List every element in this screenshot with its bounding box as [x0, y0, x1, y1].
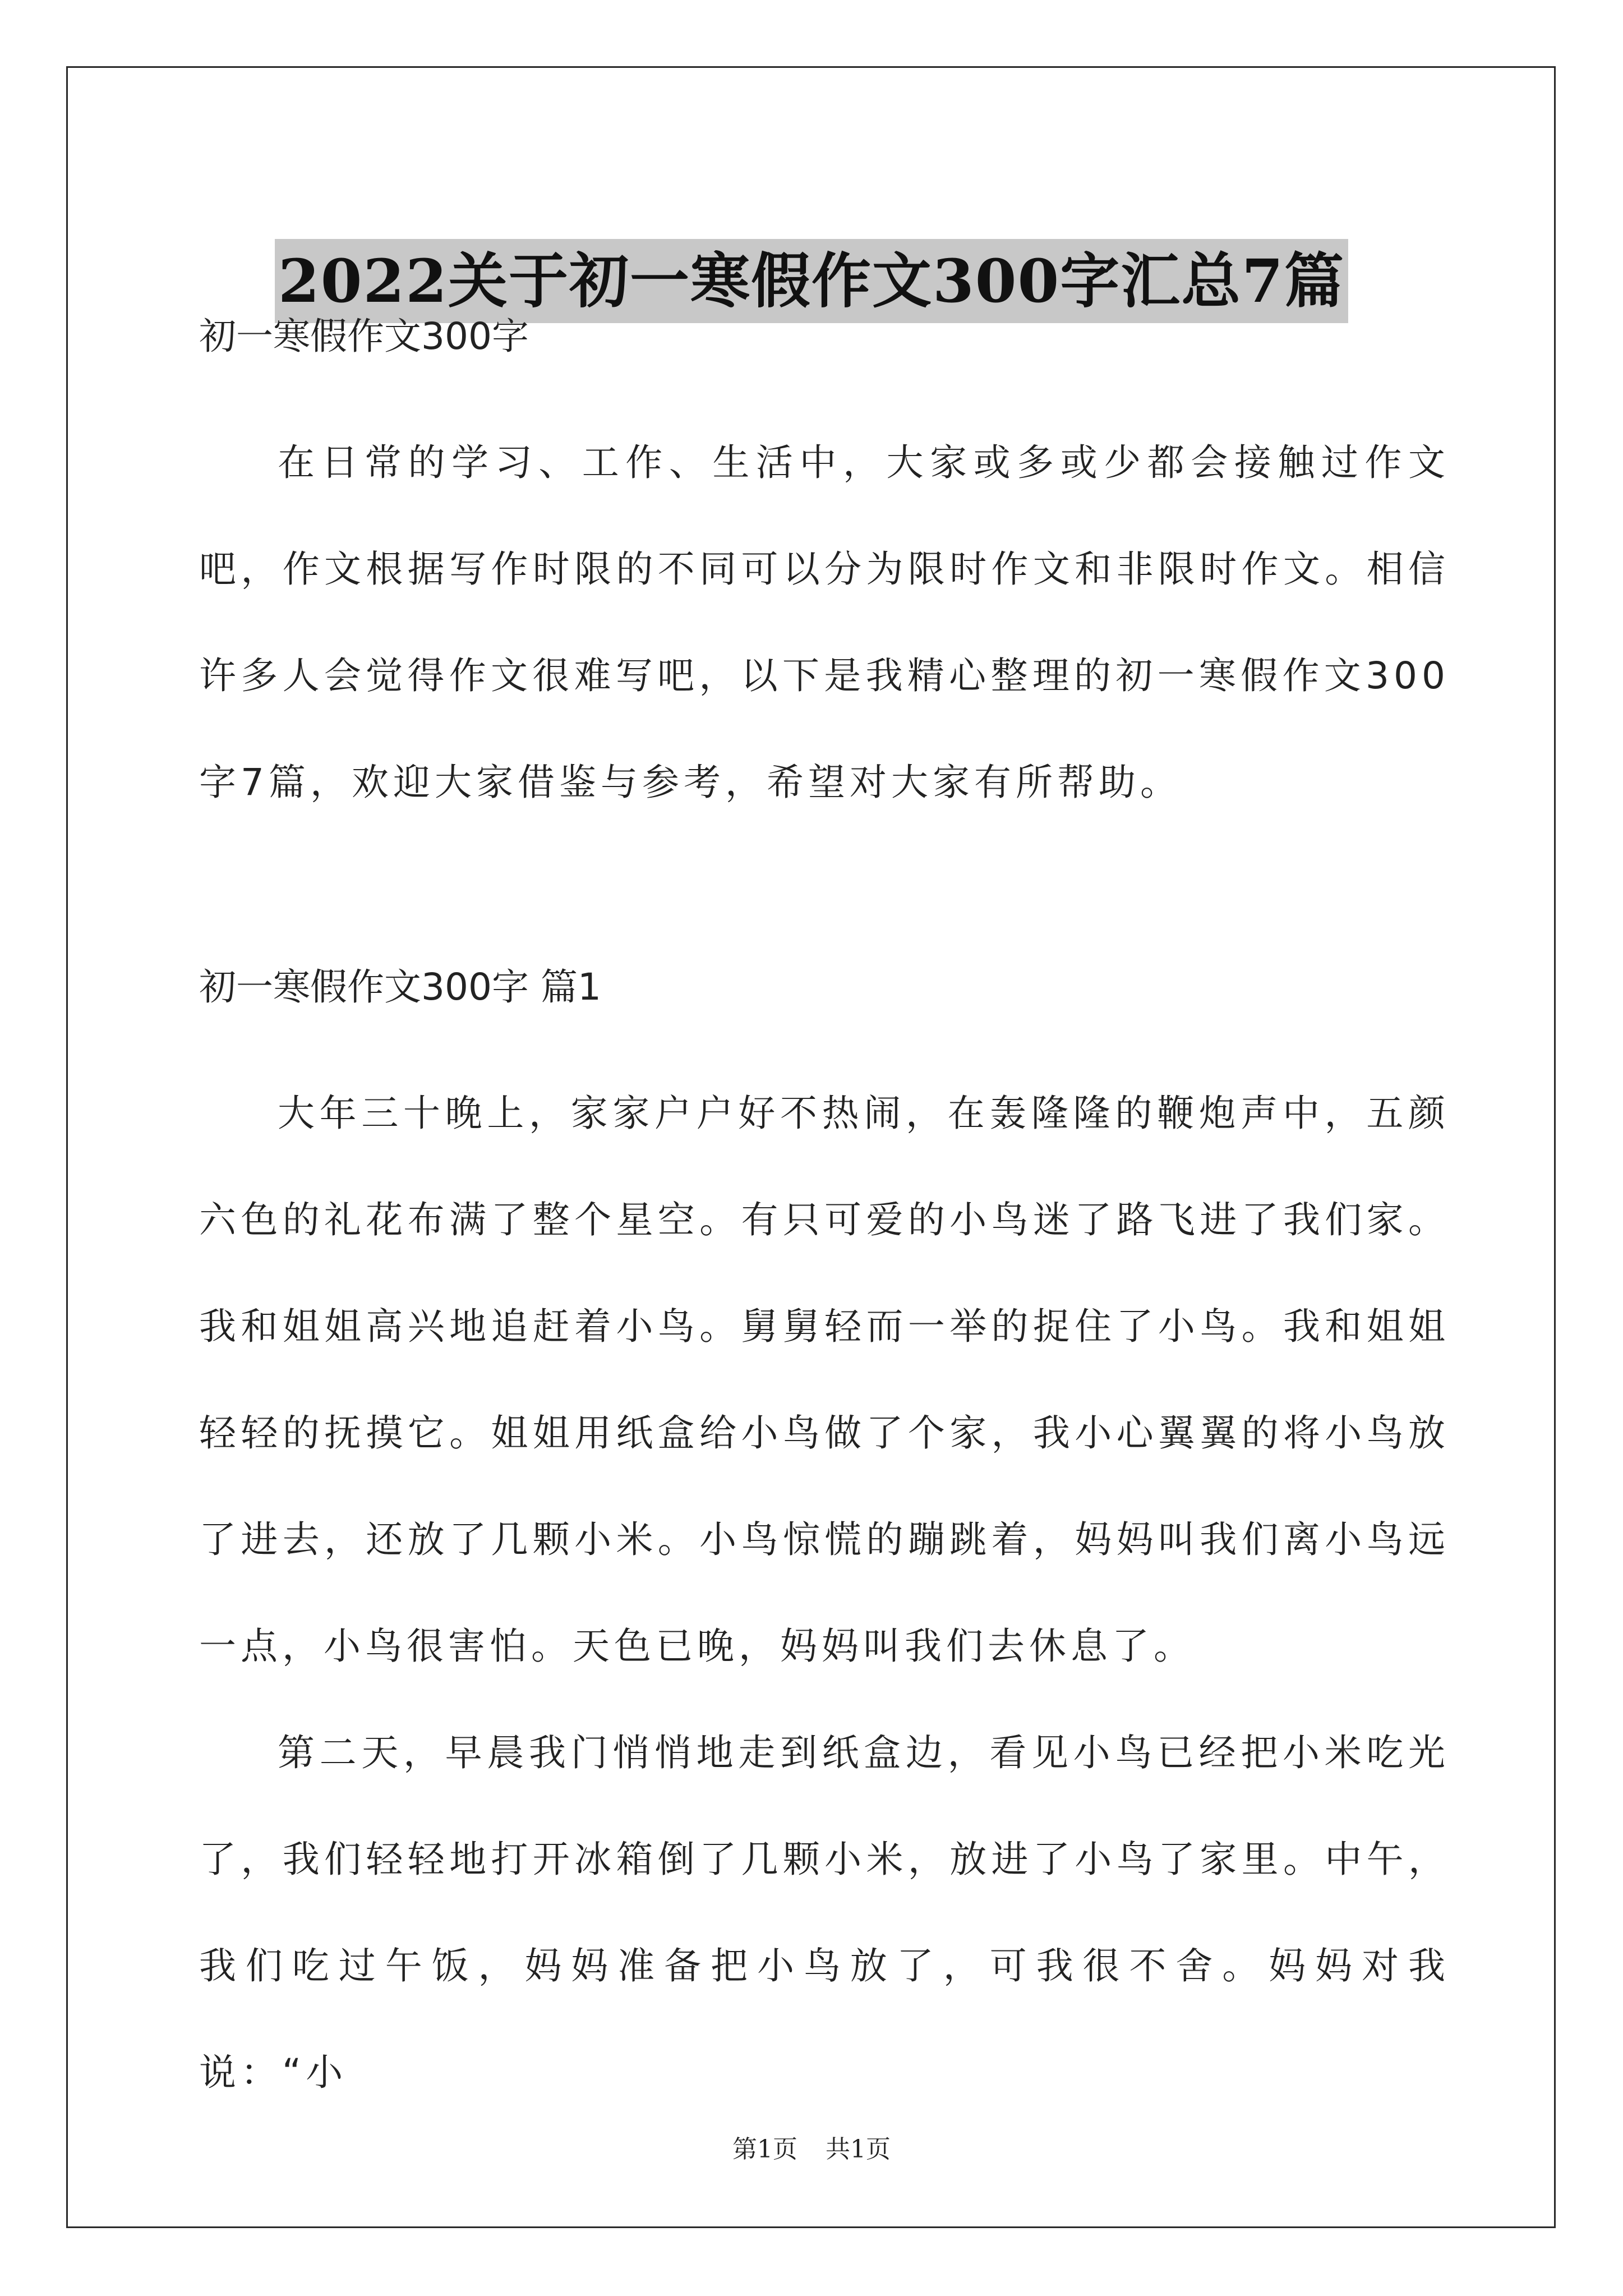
spacer [199, 359, 1450, 409]
section1-paragraph-2: 第二天，早晨我门悄悄地走到纸盒边，看见小鸟已经把小米吃光了，我们轻轻地打开冰箱倒了几颗小米，放进了小鸟了家里。中午，我们吃过午饭，妈妈准备把小鸟放了，可我很不舍。妈妈对我说：“小 [199, 1731, 1450, 2094]
spacer [199, 836, 1450, 965]
page-footer [0, 2129, 1623, 2165]
page-current: 第1页 [732, 2135, 797, 2164]
page-total: 共1页 [826, 2135, 891, 2164]
spacer [199, 1010, 1450, 1060]
document-body [199, 314, 1450, 2126]
document-title: 2022关于初一寒假作文300字汇总7篇 [275, 239, 1348, 323]
section1-heading: 初一寒假作文300字 篇1 [199, 965, 601, 1009]
section1-paragraph-1: 大年三十晚上，家家户户好不热闹，在轰隆隆的鞭炮声中，五颜六色的礼花布满了整个星空。有只可爱的小鸟迷了路飞进了我们家。我和姐姐高兴地追赶着小鸟。舅舅轻而一举的捉住了小鸟。我和姐姐轻轻的抚摸它。姐姐用纸盒给小鸟做了个家，我小心翼翼的将小鸟放了进去，还放了几颗小米。小鸟惊慌的蹦跳着，妈妈叫我们离小鸟远一点，小鸟很害怕。天色已晚，妈妈叫我们去休息了。 [199, 1092, 1450, 1668]
intro-paragraph: 在日常的学习、工作、生活中，大家或多或少都会接触过作文吧，作文根据写作时限的不同可以分为限时作文和非限时作文。相信许多人会觉得作文很难写吧，以下是我精心整理的初一寒假作文300字7篇，欢迎大家借鉴与参考，希望对大家有所帮助。 [199, 441, 1450, 804]
intro-heading: 初一寒假作文300字 [199, 315, 529, 358]
